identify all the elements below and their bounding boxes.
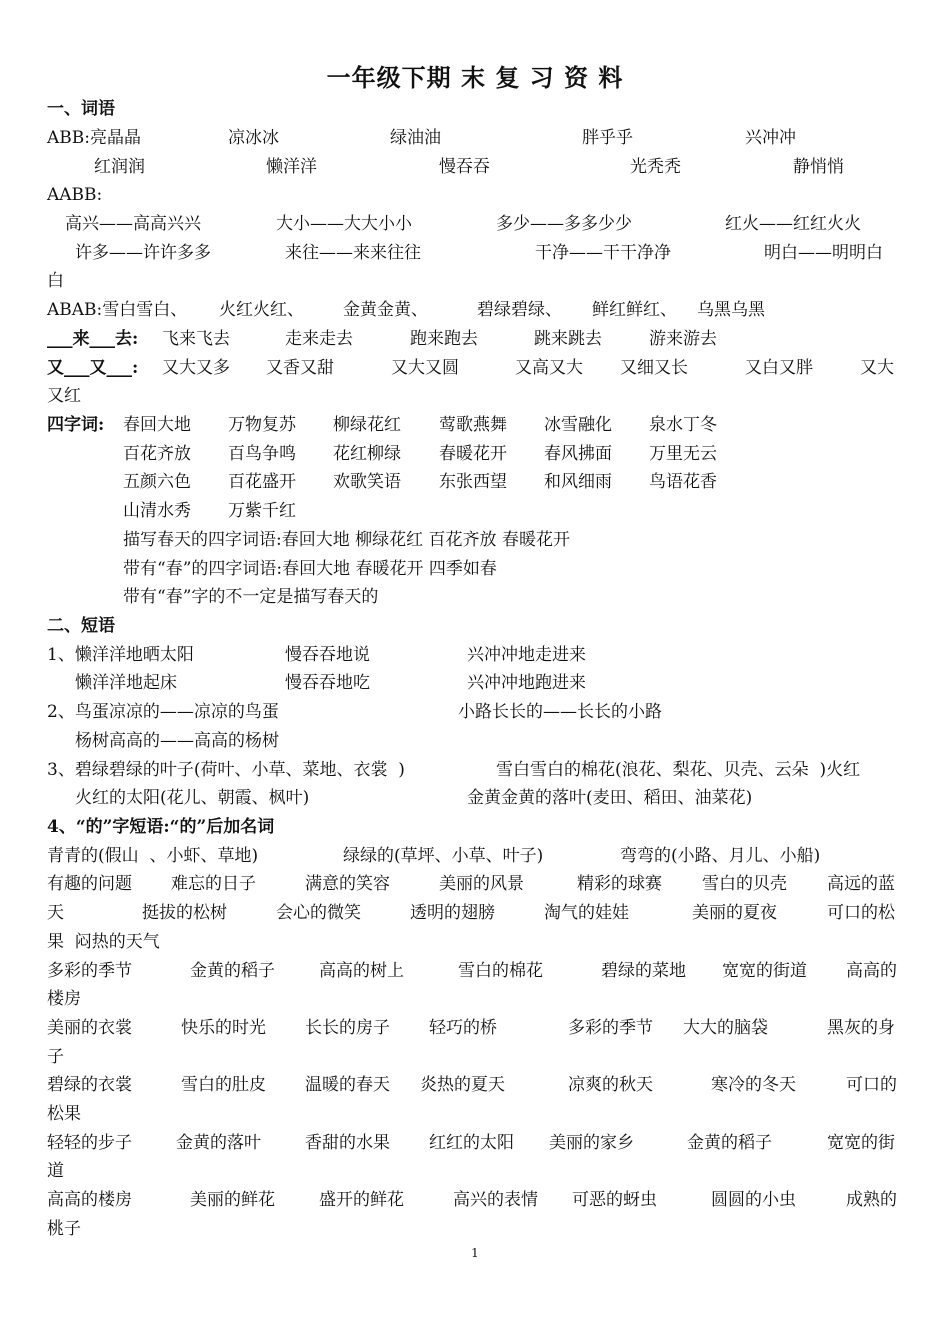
text-segment: 又大	[860, 358, 894, 378]
text-segment: 楼房	[47, 989, 81, 1009]
text-segment: 五颜六色	[123, 472, 191, 492]
text-segment: 果 闷热的天气	[47, 932, 160, 952]
text-segment: 大小——大大小小	[276, 214, 412, 234]
text-segment: 又高又大	[515, 358, 583, 378]
text-segment: 小路长长的——长长的小路	[458, 702, 662, 722]
text-segment: 又白又胖	[745, 358, 813, 378]
text-segment: 干净——干干净净	[535, 243, 671, 263]
text-segment: 金黄金黄、	[343, 300, 428, 320]
text-segment: 宽宽的街道	[722, 961, 807, 981]
text-segment: 高远的蓝	[827, 874, 895, 894]
text-segment: 雪白的贝壳	[702, 874, 787, 894]
text-segment: 泉水丁冬	[649, 415, 717, 435]
text-segment: 来往——来来往往	[285, 243, 421, 263]
text-segment: 3、碧绿碧绿的叶子(荷叶、小草、菜地、衣裳 )	[47, 760, 405, 780]
text-segment: 子	[47, 1047, 64, 1067]
text-segment: 春暖花开	[439, 444, 507, 464]
text-segment: AABB:	[47, 185, 103, 205]
text-segment: 万紫千红	[228, 501, 296, 521]
text-segment: 山清水秀	[123, 501, 191, 521]
text-segment: 万里无云	[649, 444, 717, 464]
text-segment: 又细又长	[620, 358, 688, 378]
text-segment: 许多——许许多多	[75, 243, 211, 263]
text-segment: 轻轻的步子	[47, 1133, 132, 1153]
text-segment: 跑来跑去	[410, 329, 478, 349]
text-segment: 金黄的落叶	[176, 1133, 261, 1153]
text-segment: 春回大地	[123, 415, 191, 435]
text-segment: 春风拂面	[544, 444, 612, 464]
text-segment: 1、懒洋洋地晒太阳	[47, 645, 194, 665]
text-segment: 带有“春”字的不一定是描写春天的	[123, 587, 379, 607]
text-segment: 杨树高高的——高高的杨树	[75, 731, 279, 751]
text-segment: 懒洋洋	[266, 157, 317, 177]
text-segment: 东张西望	[439, 472, 507, 492]
text-segment: 可口的松	[827, 903, 895, 923]
text-segment: 二、短语	[47, 616, 115, 636]
text-segment: 胖乎乎	[582, 128, 633, 148]
text-segment: 雪白的棉花	[458, 961, 543, 981]
text-segment: 轻巧的桥	[429, 1018, 497, 1038]
text-segment: 火红的太阳(花儿、朝霞、枫叶)	[75, 788, 310, 808]
text-segment: 香甜的水果	[305, 1133, 390, 1153]
text-segment: 兴冲冲地走进来	[467, 645, 586, 665]
text-segment: 2、鸟蛋凉凉的——凉凉的鸟蛋	[47, 702, 279, 722]
text-segment: 万物复苏	[228, 415, 296, 435]
text-segment: 金黄的稻子	[190, 961, 275, 981]
text-segment: 一、词语	[47, 99, 115, 119]
text-segment: 圆圆的小虫	[711, 1190, 796, 1210]
text-segment: 美丽的鲜花	[190, 1190, 275, 1210]
text-segment: 美丽的夏夜	[692, 903, 777, 923]
text-segment: 凉爽的秋天	[568, 1075, 653, 1095]
text-segment: 又红	[47, 386, 81, 406]
text-segment: 寒冷的冬天	[711, 1075, 796, 1095]
text-segment: 红红的太阳	[429, 1133, 514, 1153]
text-segment: 多彩的季节	[568, 1018, 653, 1038]
text-segment: 乌黑乌黑	[697, 300, 765, 320]
text-segment: 百花齐放	[123, 444, 191, 464]
text-segment: 温暖的春天	[305, 1075, 390, 1095]
text-segment: 懒洋洋地起床	[75, 673, 177, 693]
text-segment: 慢吞吞	[439, 157, 490, 177]
text-segment: 慢吞吞地说	[285, 645, 370, 665]
text-segment: 挺拔的松树	[142, 903, 227, 923]
text-segment: 金黄的稻子	[687, 1133, 772, 1153]
text-segment: 走来走去	[285, 329, 353, 349]
text-segment: 静悄悄	[793, 157, 844, 177]
text-segment: 天	[47, 903, 64, 923]
text-segment: 黑灰的身	[827, 1018, 895, 1038]
text-segment: 游来游去	[649, 329, 717, 349]
text-segment: 盛开的鲜花	[319, 1190, 404, 1210]
text-segment: 花红柳绿	[333, 444, 401, 464]
text-segment: 美丽的衣裳	[47, 1018, 132, 1038]
text-segment: 难忘的日子	[171, 874, 256, 894]
text-segment: 和风细雨	[544, 472, 612, 492]
text-segment: 冰雪融化	[544, 415, 612, 435]
text-segment: 又香又甜	[266, 358, 334, 378]
text-segment: 绿绿的(草坪、小草、叶子)	[343, 846, 544, 866]
text-segment: 快乐的时光	[181, 1018, 266, 1038]
text-segment: 青青的(假山 、小虾、草地)	[47, 846, 259, 866]
text-segment: 欢歌笑语	[333, 472, 401, 492]
text-segment: 跳来跳去	[534, 329, 602, 349]
text-segment: 凉冰冰	[228, 128, 279, 148]
text-segment: 高兴的表情	[453, 1190, 538, 1210]
page-number: 1	[471, 1246, 479, 1260]
text-segment: 4、“的”字短语:“的”后加名词	[47, 817, 275, 837]
text-segment: 淘气的娃娃	[544, 903, 629, 923]
text-segment: 又大又圆	[391, 358, 459, 378]
text-segment: 道	[47, 1161, 64, 1181]
text-segment: 慢吞吞地吃	[285, 673, 370, 693]
text-segment: 又___又___:	[47, 358, 139, 378]
text-segment: 满意的笑容	[305, 874, 390, 894]
text-segment: 长长的房子	[305, 1018, 390, 1038]
text-segment: 有趣的问题	[47, 874, 132, 894]
text-segment: 大大的脑袋	[683, 1018, 768, 1038]
text-segment: 可口的	[846, 1075, 897, 1095]
text-segment: 美丽的家乡	[549, 1133, 634, 1153]
text-segment: 飞来飞去	[162, 329, 230, 349]
text-segment: 光秃秃	[630, 157, 681, 177]
text-segment: 透明的翅膀	[410, 903, 495, 923]
text-segment: 宽宽的街	[827, 1133, 895, 1153]
text-segment: ___来___去:	[47, 329, 139, 349]
text-segment: 精彩的球赛	[577, 874, 662, 894]
text-segment: 红火——红红火火	[725, 214, 861, 234]
text-segment: 兴冲冲地跑进来	[467, 673, 586, 693]
text-segment: 雪白雪白的棉花(浪花、梨花、贝壳、云朵 )火红	[496, 760, 861, 780]
text-segment: 碧绿碧绿、	[477, 300, 562, 320]
text-segment: 又大又多	[162, 358, 230, 378]
text-segment: 百花盛开	[228, 472, 296, 492]
text-segment: ABB:亮晶晶	[47, 128, 141, 148]
text-segment: 明白——明明白	[764, 243, 883, 263]
text-segment: 雪白的肚皮	[181, 1075, 266, 1095]
text-segment: 成熟的	[846, 1190, 897, 1210]
text-segment: 高高的树上	[319, 961, 404, 981]
text-segment: 柳绿花红	[333, 415, 401, 435]
text-segment: 可恶的蚜虫	[572, 1190, 657, 1210]
text-segment: 桃子	[47, 1219, 81, 1239]
text-segment: 鸟语花香	[649, 472, 717, 492]
text-segment: 多少——多多少少	[496, 214, 632, 234]
text-segment: 高兴——高高兴兴	[65, 214, 201, 234]
text-segment: 百鸟争鸣	[228, 444, 296, 464]
text-segment: 带有“春”的四字词语:春回大地 春暖花开 四季如春	[123, 559, 497, 579]
text-segment: 红润润	[94, 157, 145, 177]
text-segment: 美丽的风景	[439, 874, 524, 894]
text-segment: 弯弯的(小路、月儿、小船)	[620, 846, 821, 866]
text-segment: 火红火红、	[219, 300, 304, 320]
text-segment: 高高的楼房	[47, 1190, 132, 1210]
text-segment: 会心的微笑	[276, 903, 361, 923]
text-segment: 金黄金黄的落叶(麦田、稻田、油菜花)	[467, 788, 753, 808]
text-segment: 绿油油	[390, 128, 441, 148]
text-segment: 松果	[47, 1104, 81, 1124]
document-title: 一年级下期 末 复 习 资 料	[326, 63, 624, 92]
text-segment: 碧绿的衣裳	[47, 1075, 132, 1095]
text-segment: 白	[47, 271, 64, 291]
text-segment: 多彩的季节	[47, 961, 132, 981]
text-segment: 描写春天的四字词语:春回大地 柳绿花红 百花齐放 春暖花开	[123, 530, 570, 550]
text-segment: 兴冲冲	[745, 128, 796, 148]
text-segment: ABAB:雪白雪白、	[47, 300, 188, 320]
text-segment: 鲜红鲜红、	[592, 300, 677, 320]
text-segment: 四字词:	[47, 415, 105, 435]
text-segment: 炎热的夏天	[420, 1075, 505, 1095]
text-segment: 碧绿的菜地	[601, 961, 686, 981]
text-segment: 高高的	[846, 961, 897, 981]
text-segment: 莺歌燕舞	[439, 415, 507, 435]
